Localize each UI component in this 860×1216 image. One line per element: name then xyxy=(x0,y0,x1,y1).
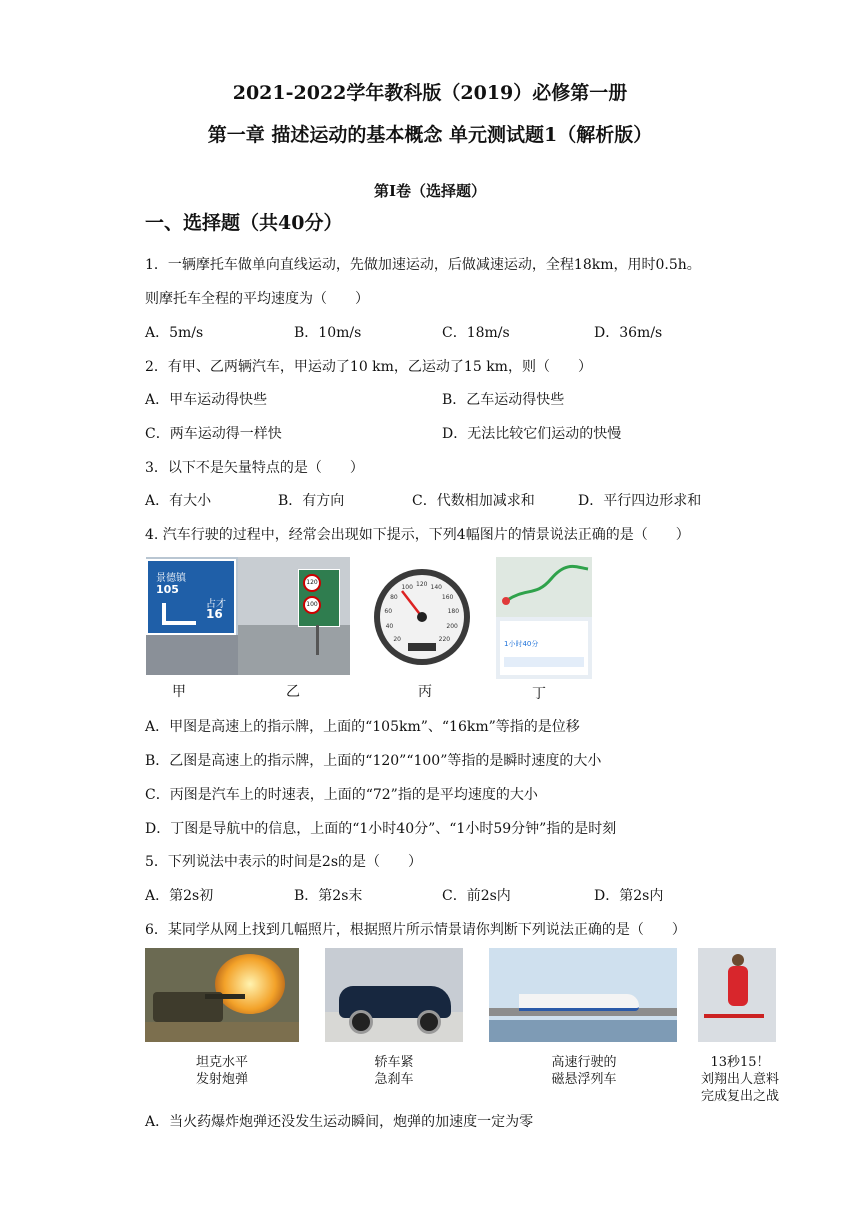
q4-option-b: B．乙图是高速上的指示牌，上面的“120”“100”等指的是瞬时速度的大小 xyxy=(145,753,602,769)
section-title: 一、选择题（共40分） xyxy=(145,212,343,234)
tank-barrel xyxy=(205,994,245,999)
volume-title: 第Ⅰ卷（选择题） xyxy=(373,182,487,200)
sign-pole xyxy=(316,625,319,655)
image-label-jia: 甲 xyxy=(172,684,186,700)
speedometer-tick-label: 140 xyxy=(430,584,442,592)
maglev-carriage xyxy=(519,994,639,1011)
image-jia-road-sign xyxy=(146,557,238,675)
route-option-bar xyxy=(504,657,584,667)
caption-hurdle-line2: 刘翔出人意料 xyxy=(700,1072,779,1087)
caption-hurdle xyxy=(700,1054,780,1105)
question-4-stem: 4. 汽车行驶的过程中，经常会出现如下提示，下列4幅图片的情景说法正确的是（ ） xyxy=(145,527,690,543)
tank-ground xyxy=(145,1022,299,1042)
athlete-body xyxy=(728,966,748,1006)
turn-arrow-icon xyxy=(160,599,200,629)
q2-option-a: A．甲车运动得快些 xyxy=(145,392,268,408)
image-label-bing: 丙 xyxy=(418,684,432,700)
caption-car-line2: 急刹车 xyxy=(374,1072,414,1087)
speedometer-tick-label: 20 xyxy=(393,635,401,643)
image-tank-firing xyxy=(145,948,299,1042)
muzzle-flash xyxy=(215,954,285,1014)
speedometer-tick-label: 100 xyxy=(401,584,413,592)
hurdle-bar xyxy=(704,1014,764,1018)
caption-train-line2: 磁悬浮列车 xyxy=(551,1072,617,1087)
question-1-line1: 1．一辆摩托车做单向直线运动，先做加速运动，后做减速运动，全程18km，用时0.5h。 xyxy=(145,257,701,273)
route-duration: 1小时40分 xyxy=(504,640,539,648)
sign-distance2: 16 xyxy=(206,607,223,621)
speed-limit-100: 100 xyxy=(303,596,321,614)
speedometer-tick-label: 120 xyxy=(416,581,428,588)
q5-option-b: B．第2s末 xyxy=(294,888,363,904)
q5-option-d: D．第2s内 xyxy=(594,888,664,904)
q6-option-a: A．当火药爆炸炮弹还没发生运动瞬间，炮弹的加速度一定为零 xyxy=(145,1114,534,1130)
q3-option-b: B．有方向 xyxy=(278,493,345,509)
caption-hurdle-line1: 13秒15！ xyxy=(710,1055,770,1070)
highway-surface xyxy=(238,625,350,675)
q1-option-a: A．5m/s xyxy=(145,325,204,341)
caption-car xyxy=(356,1054,432,1088)
image-label-yi: 乙 xyxy=(286,684,300,700)
car-front-wheel xyxy=(349,1010,373,1034)
q4-option-c: C．丙图是汽车上的时速表，上面的“72”指的是平均速度的大小 xyxy=(145,787,538,803)
q3-option-d: D．平行四边形求和 xyxy=(578,493,702,509)
route-panel xyxy=(500,621,588,675)
q1-option-c: C．18m/s xyxy=(442,325,510,341)
document-title-line1: 2021-2022学年教科版（2019）必修第一册 xyxy=(232,82,628,104)
caption-hurdle-line3: 完成复出之战 xyxy=(700,1089,779,1104)
q2-option-b: B．乙车运动得快些 xyxy=(442,392,565,408)
q2-option-c: C．两车运动得一样快 xyxy=(145,426,282,442)
q3-option-c: C．代数相加减求和 xyxy=(412,493,535,509)
speedometer-tick-label: 180 xyxy=(447,607,460,615)
road-ground xyxy=(146,635,238,675)
navigation-map xyxy=(496,557,592,617)
speedometer-tick-label: 40 xyxy=(385,622,394,630)
image-yi-speed-sign xyxy=(238,557,350,675)
caption-train-line1: 高速行驶的 xyxy=(551,1055,617,1070)
question-1-line2: 则摩托车全程的平均速度为（ ） xyxy=(145,291,369,307)
image-maglev-train xyxy=(489,948,677,1042)
sign-place1: 景德镇 xyxy=(156,573,186,584)
q4-option-d: D．丁图是导航中的信息，上面的“1小时40分”、“1小时59分钟”指的是时刻 xyxy=(145,821,617,837)
green-speed-sign xyxy=(298,569,340,627)
caption-tank-line1: 坦克水平 xyxy=(195,1055,248,1070)
caption-tank-line2: 发射炮弹 xyxy=(195,1072,248,1087)
q1-option-d: D．36m/s xyxy=(594,325,663,341)
question-2-stem: 2．有甲、乙两辆汽车，甲运动了10 km，乙运动了15 km，则（ ） xyxy=(145,359,592,375)
image-ding-navigation xyxy=(496,557,592,679)
question-6-stem: 6．某同学从网上找到几幅照片，根据照片所示情景请你判断下列说法正确的是（ ） xyxy=(145,922,686,938)
image-label-ding: 丁 xyxy=(532,686,546,702)
maglev-water xyxy=(489,1020,677,1042)
caption-tank xyxy=(185,1054,259,1088)
document-title-line2: 第一章 描述运动的基本概念 单元测试题1（解析版） xyxy=(207,124,653,146)
question-5-stem: 5．下列说法中表示的时间是2s的是（ ） xyxy=(145,854,422,870)
q4-option-a: A．甲图是高速上的指示牌，上面的“105km”、“16km”等指的是位移 xyxy=(145,719,580,735)
speedometer-tick-label: 220 xyxy=(438,635,451,643)
speedometer-tick-label: 160 xyxy=(441,594,454,602)
speedometer-tick-label: 80 xyxy=(390,594,398,602)
q1-option-b: B．10m/s xyxy=(294,325,362,341)
question-3-stem: 3．以下不是矢量特点的是（ ） xyxy=(145,460,364,476)
q2-option-d: D．无法比较它们运动的快慢 xyxy=(442,426,622,442)
sign-distance1: 105 xyxy=(156,583,179,596)
car-rear-wheel xyxy=(417,1010,441,1034)
q3-option-a: A．有大小 xyxy=(145,493,212,509)
image-bing-speedometer xyxy=(372,565,472,669)
image-car-braking xyxy=(325,948,463,1042)
caption-train xyxy=(543,1054,625,1088)
q5-option-a: A．第2s初 xyxy=(145,888,214,904)
q5-option-c: C．前2s内 xyxy=(442,888,511,904)
speed-limit-120: 120 xyxy=(303,574,321,592)
caption-car-line1: 轿车紧 xyxy=(374,1055,414,1070)
blue-direction-sign xyxy=(146,559,236,635)
athlete-head xyxy=(732,954,744,966)
speedometer-tick-label: 60 xyxy=(384,607,393,615)
speedometer-tick-label: 200 xyxy=(446,622,458,630)
image-hurdler xyxy=(698,948,776,1042)
sign-place2: 占才 xyxy=(206,599,226,610)
